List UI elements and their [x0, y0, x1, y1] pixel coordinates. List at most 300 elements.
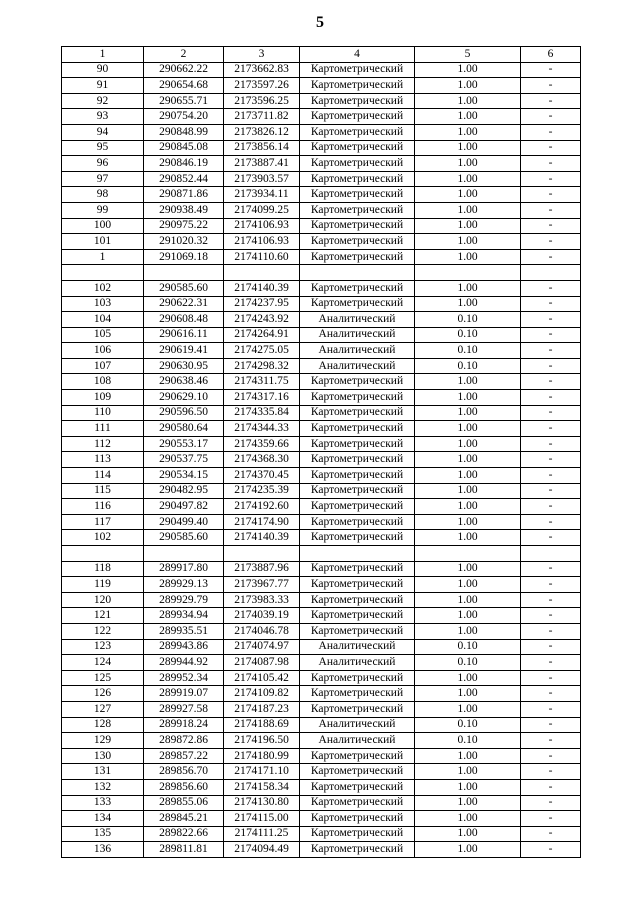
method-cell: Аналитический	[300, 717, 415, 733]
note-cell: -	[521, 452, 581, 468]
table-row	[62, 109, 581, 125]
y-coordinate-cell: 2174275.05	[224, 343, 300, 359]
point-number-cell: 119	[62, 577, 144, 593]
accuracy-cell: 1.00	[415, 390, 521, 406]
x-coordinate-cell: 289927.58	[144, 701, 224, 717]
table-header-row	[62, 47, 581, 63]
y-coordinate-cell: 2174111.25	[224, 826, 300, 842]
point-number-cell: 96	[62, 156, 144, 172]
table-row	[62, 436, 581, 452]
accuracy-cell: 1.00	[415, 499, 521, 515]
accuracy-cell: 1.00	[415, 686, 521, 702]
accuracy-cell: 1.00	[415, 842, 521, 858]
table-row	[62, 358, 581, 374]
table-row	[62, 390, 581, 406]
point-number-cell: 91	[62, 78, 144, 94]
accuracy-cell: 1.00	[415, 811, 521, 827]
table-row	[62, 592, 581, 608]
x-coordinate-cell: 290848.99	[144, 124, 224, 140]
note-cell: -	[521, 296, 581, 312]
method-cell: Картометрический	[300, 202, 415, 218]
method-cell: Картометрический	[300, 234, 415, 250]
point-number-cell: 98	[62, 187, 144, 203]
note-cell: -	[521, 826, 581, 842]
point-number-cell: 107	[62, 358, 144, 374]
x-coordinate-cell: 290580.64	[144, 421, 224, 437]
accuracy-cell: 1.00	[415, 670, 521, 686]
method-cell: Картометрический	[300, 249, 415, 265]
y-coordinate-cell	[224, 265, 300, 281]
note-cell: -	[521, 280, 581, 296]
table-row	[62, 623, 581, 639]
x-coordinate-cell: 289857.22	[144, 748, 224, 764]
table-row	[62, 296, 581, 312]
point-number-cell: 100	[62, 218, 144, 234]
y-coordinate-cell: 2174298.32	[224, 358, 300, 374]
accuracy-cell: 0.10	[415, 327, 521, 343]
method-cell: Аналитический	[300, 312, 415, 328]
y-coordinate-cell: 2174046.78	[224, 623, 300, 639]
y-coordinate-cell: 2173826.12	[224, 124, 300, 140]
method-cell: Картометрический	[300, 156, 415, 172]
note-cell: -	[521, 421, 581, 437]
point-number-cell: 106	[62, 343, 144, 359]
x-coordinate-cell: 289822.66	[144, 826, 224, 842]
table-row	[62, 670, 581, 686]
table-row	[62, 93, 581, 109]
method-cell: Картометрический	[300, 811, 415, 827]
x-coordinate-cell: 289943.86	[144, 639, 224, 655]
y-coordinate-cell: 2174196.50	[224, 733, 300, 749]
accuracy-cell: 0.10	[415, 639, 521, 655]
note-cell: -	[521, 468, 581, 484]
accuracy-cell: 1.00	[415, 218, 521, 234]
y-coordinate-cell: 2173597.26	[224, 78, 300, 94]
method-cell: Картометрический	[300, 296, 415, 312]
x-coordinate-cell: 290585.60	[144, 280, 224, 296]
y-coordinate-cell: 2174087.98	[224, 655, 300, 671]
accuracy-cell: 1.00	[415, 764, 521, 780]
note-cell	[521, 546, 581, 562]
table-row	[62, 62, 581, 78]
x-coordinate-cell: 290596.50	[144, 405, 224, 421]
x-coordinate-cell: 290662.22	[144, 62, 224, 78]
method-cell: Аналитический	[300, 639, 415, 655]
accuracy-cell: 1.00	[415, 62, 521, 78]
x-coordinate-cell: 290499.40	[144, 514, 224, 530]
table-row	[62, 468, 581, 484]
accuracy-cell: 1.00	[415, 124, 521, 140]
x-coordinate-cell: 289952.34	[144, 670, 224, 686]
y-coordinate-cell: 2174311.75	[224, 374, 300, 390]
table-row	[62, 140, 581, 156]
y-coordinate-cell: 2173887.96	[224, 561, 300, 577]
method-cell: Картометрический	[300, 826, 415, 842]
table-row	[62, 842, 581, 858]
page-number: 5	[316, 14, 324, 31]
table-row	[62, 452, 581, 468]
note-cell: -	[521, 358, 581, 374]
y-coordinate-cell: 2174106.93	[224, 218, 300, 234]
y-coordinate-cell: 2173967.77	[224, 577, 300, 593]
accuracy-cell: 1.00	[415, 795, 521, 811]
x-coordinate-cell: 289918.24	[144, 717, 224, 733]
note-cell: -	[521, 733, 581, 749]
separator-row	[62, 265, 581, 281]
point-number-cell: 101	[62, 234, 144, 250]
note-cell: -	[521, 670, 581, 686]
note-cell: -	[521, 655, 581, 671]
x-coordinate-cell: 290497.82	[144, 499, 224, 515]
table-row	[62, 218, 581, 234]
point-number-cell	[62, 265, 144, 281]
y-coordinate-cell: 2174187.23	[224, 701, 300, 717]
note-cell: -	[521, 156, 581, 172]
method-cell: Картометрический	[300, 405, 415, 421]
y-coordinate-cell: 2174180.99	[224, 748, 300, 764]
table-row	[62, 78, 581, 94]
method-cell: Картометрический	[300, 483, 415, 499]
accuracy-cell: 1.00	[415, 421, 521, 437]
point-number-cell: 132	[62, 779, 144, 795]
method-cell	[300, 265, 415, 281]
method-cell: Картометрический	[300, 436, 415, 452]
table-row	[62, 561, 581, 577]
point-number-cell: 117	[62, 514, 144, 530]
table-row	[62, 343, 581, 359]
x-coordinate-cell: 290629.10	[144, 390, 224, 406]
method-cell: Картометрический	[300, 390, 415, 406]
method-cell: Картометрический	[300, 124, 415, 140]
accuracy-cell	[415, 265, 521, 281]
accuracy-cell: 0.10	[415, 358, 521, 374]
note-cell: -	[521, 140, 581, 156]
point-number-cell: 114	[62, 468, 144, 484]
x-coordinate-cell: 290638.46	[144, 374, 224, 390]
note-cell: -	[521, 795, 581, 811]
table-row	[62, 764, 581, 780]
x-coordinate-cell: 290754.20	[144, 109, 224, 125]
x-coordinate-cell: 290622.31	[144, 296, 224, 312]
note-cell: -	[521, 530, 581, 546]
table-row	[62, 156, 581, 172]
point-number-cell	[62, 546, 144, 562]
point-number-cell: 94	[62, 124, 144, 140]
point-number-cell: 102	[62, 280, 144, 296]
method-cell: Картометрический	[300, 748, 415, 764]
method-cell: Аналитический	[300, 655, 415, 671]
table-row	[62, 483, 581, 499]
table-row	[62, 748, 581, 764]
note-cell: -	[521, 343, 581, 359]
y-coordinate-cell: 2174105.42	[224, 670, 300, 686]
note-cell: -	[521, 499, 581, 515]
y-coordinate-cell	[224, 546, 300, 562]
note-cell: -	[521, 78, 581, 94]
accuracy-cell: 1.00	[415, 171, 521, 187]
y-coordinate-cell: 2173934.11	[224, 187, 300, 203]
note-cell: -	[521, 62, 581, 78]
note-cell: -	[521, 577, 581, 593]
note-cell: -	[521, 187, 581, 203]
point-number-cell: 92	[62, 93, 144, 109]
method-cell: Аналитический	[300, 327, 415, 343]
point-number-cell: 103	[62, 296, 144, 312]
method-cell: Картометрический	[300, 670, 415, 686]
accuracy-cell: 1.00	[415, 748, 521, 764]
method-cell: Картометрический	[300, 468, 415, 484]
accuracy-cell: 0.10	[415, 717, 521, 733]
table-row	[62, 717, 581, 733]
point-number-cell: 122	[62, 623, 144, 639]
point-number-cell: 97	[62, 171, 144, 187]
accuracy-cell: 1.00	[415, 826, 521, 842]
x-coordinate-cell: 289929.79	[144, 592, 224, 608]
accuracy-cell: 1.00	[415, 78, 521, 94]
x-coordinate-cell: 290619.41	[144, 343, 224, 359]
x-coordinate-cell: 289856.70	[144, 764, 224, 780]
method-cell: Картометрический	[300, 93, 415, 109]
accuracy-cell: 1.00	[415, 405, 521, 421]
y-coordinate-cell: 2174359.66	[224, 436, 300, 452]
table-body	[62, 62, 581, 857]
accuracy-cell: 1.00	[415, 156, 521, 172]
accuracy-cell: 1.00	[415, 561, 521, 577]
x-coordinate-cell: 290534.15	[144, 468, 224, 484]
point-number-cell: 95	[62, 140, 144, 156]
table-row	[62, 639, 581, 655]
accuracy-cell: 1.00	[415, 202, 521, 218]
note-cell: -	[521, 218, 581, 234]
method-cell: Картометрический	[300, 499, 415, 515]
method-cell: Картометрический	[300, 218, 415, 234]
accuracy-cell: 1.00	[415, 187, 521, 203]
table-row	[62, 514, 581, 530]
accuracy-cell: 1.00	[415, 468, 521, 484]
method-cell: Картометрический	[300, 109, 415, 125]
note-cell: -	[521, 639, 581, 655]
y-coordinate-cell: 2174158.34	[224, 779, 300, 795]
note-cell: -	[521, 748, 581, 764]
table-row	[62, 327, 581, 343]
method-cell: Картометрический	[300, 421, 415, 437]
y-coordinate-cell: 2174335.84	[224, 405, 300, 421]
table-row	[62, 202, 581, 218]
accuracy-cell: 1.00	[415, 514, 521, 530]
x-coordinate-cell: 290846.19	[144, 156, 224, 172]
table-row	[62, 577, 581, 593]
method-cell: Картометрический	[300, 62, 415, 78]
table-row	[62, 826, 581, 842]
y-coordinate-cell: 2174264.91	[224, 327, 300, 343]
point-number-cell: 124	[62, 655, 144, 671]
note-cell: -	[521, 608, 581, 624]
point-number-cell: 112	[62, 436, 144, 452]
accuracy-cell: 1.00	[415, 452, 521, 468]
note-cell: -	[521, 405, 581, 421]
point-number-cell: 93	[62, 109, 144, 125]
y-coordinate-cell: 2173711.82	[224, 109, 300, 125]
note-cell: -	[521, 592, 581, 608]
x-coordinate-cell: 290585.60	[144, 530, 224, 546]
y-coordinate-cell: 2174099.25	[224, 202, 300, 218]
y-coordinate-cell: 2174192.60	[224, 499, 300, 515]
x-coordinate-cell: 289919.07	[144, 686, 224, 702]
x-coordinate-cell: 290871.86	[144, 187, 224, 203]
accuracy-cell	[415, 546, 521, 562]
method-cell: Картометрический	[300, 140, 415, 156]
y-coordinate-cell: 2174344.33	[224, 421, 300, 437]
y-coordinate-cell: 2174171.10	[224, 764, 300, 780]
point-number-cell: 121	[62, 608, 144, 624]
x-coordinate-cell: 290654.68	[144, 78, 224, 94]
point-number-cell: 118	[62, 561, 144, 577]
table-row	[62, 405, 581, 421]
accuracy-cell: 1.00	[415, 140, 521, 156]
method-cell: Картометрический	[300, 608, 415, 624]
column-header-1: 1	[62, 47, 144, 63]
accuracy-cell: 0.10	[415, 343, 521, 359]
method-cell: Картометрический	[300, 577, 415, 593]
table-row	[62, 280, 581, 296]
method-cell: Картометрический	[300, 514, 415, 530]
point-number-cell: 102	[62, 530, 144, 546]
accuracy-cell: 1.00	[415, 779, 521, 795]
point-number-cell: 128	[62, 717, 144, 733]
y-coordinate-cell: 2174130.80	[224, 795, 300, 811]
point-number-cell: 120	[62, 592, 144, 608]
y-coordinate-cell: 2174094.49	[224, 842, 300, 858]
y-coordinate-cell: 2174115.00	[224, 811, 300, 827]
note-cell: -	[521, 124, 581, 140]
table-row	[62, 249, 581, 265]
accuracy-cell: 1.00	[415, 234, 521, 250]
method-cell: Картометрический	[300, 374, 415, 390]
note-cell: -	[521, 561, 581, 577]
point-number-cell: 108	[62, 374, 144, 390]
table-row	[62, 608, 581, 624]
method-cell: Аналитический	[300, 343, 415, 359]
x-coordinate-cell: 290608.48	[144, 312, 224, 328]
note-cell: -	[521, 779, 581, 795]
x-coordinate-cell: 289872.86	[144, 733, 224, 749]
method-cell: Картометрический	[300, 764, 415, 780]
table-row	[62, 499, 581, 515]
point-number-cell: 135	[62, 826, 144, 842]
accuracy-cell: 1.00	[415, 623, 521, 639]
y-coordinate-cell: 2173856.14	[224, 140, 300, 156]
method-cell: Картометрический	[300, 795, 415, 811]
column-header-3: 3	[224, 47, 300, 63]
note-cell: -	[521, 436, 581, 452]
accuracy-cell: 0.10	[415, 655, 521, 671]
note-cell	[521, 265, 581, 281]
point-number-cell: 110	[62, 405, 144, 421]
point-number-cell: 131	[62, 764, 144, 780]
table-row	[62, 733, 581, 749]
table-row	[62, 686, 581, 702]
point-number-cell: 105	[62, 327, 144, 343]
point-number-cell: 127	[62, 701, 144, 717]
x-coordinate-cell: 290852.44	[144, 171, 224, 187]
table-row	[62, 421, 581, 437]
method-cell	[300, 546, 415, 562]
method-cell: Картометрический	[300, 280, 415, 296]
y-coordinate-cell: 2174106.93	[224, 234, 300, 250]
y-coordinate-cell: 2173662.83	[224, 62, 300, 78]
accuracy-cell: 1.00	[415, 530, 521, 546]
table-row	[62, 374, 581, 390]
note-cell: -	[521, 93, 581, 109]
note-cell: -	[521, 109, 581, 125]
x-coordinate-cell: 289811.81	[144, 842, 224, 858]
method-cell: Картометрический	[300, 701, 415, 717]
note-cell: -	[521, 686, 581, 702]
point-number-cell: 111	[62, 421, 144, 437]
note-cell: -	[521, 764, 581, 780]
table-row	[62, 171, 581, 187]
accuracy-cell: 1.00	[415, 93, 521, 109]
y-coordinate-cell: 2174188.69	[224, 717, 300, 733]
accuracy-cell: 1.00	[415, 577, 521, 593]
x-coordinate-cell: 290975.22	[144, 218, 224, 234]
method-cell: Аналитический	[300, 733, 415, 749]
y-coordinate-cell: 2174368.30	[224, 452, 300, 468]
point-number-cell: 125	[62, 670, 144, 686]
method-cell: Картометрический	[300, 187, 415, 203]
point-number-cell: 136	[62, 842, 144, 858]
y-coordinate-cell: 2174110.60	[224, 249, 300, 265]
x-coordinate-cell: 290616.11	[144, 327, 224, 343]
method-cell: Картометрический	[300, 171, 415, 187]
y-coordinate-cell: 2173903.57	[224, 171, 300, 187]
accuracy-cell: 1.00	[415, 280, 521, 296]
coordinates-table	[61, 46, 581, 858]
y-coordinate-cell: 2173887.41	[224, 156, 300, 172]
accuracy-cell: 1.00	[415, 608, 521, 624]
note-cell: -	[521, 234, 581, 250]
method-cell: Картометрический	[300, 779, 415, 795]
accuracy-cell: 1.00	[415, 109, 521, 125]
point-number-cell: 134	[62, 811, 144, 827]
note-cell: -	[521, 483, 581, 499]
y-coordinate-cell: 2174074.97	[224, 639, 300, 655]
point-number-cell: 115	[62, 483, 144, 499]
note-cell: -	[521, 811, 581, 827]
y-coordinate-cell: 2174039.19	[224, 608, 300, 624]
x-coordinate-cell: 291020.32	[144, 234, 224, 250]
x-coordinate-cell: 289944.92	[144, 655, 224, 671]
x-coordinate-cell: 290655.71	[144, 93, 224, 109]
x-coordinate-cell: 289929.13	[144, 577, 224, 593]
column-header-4: 4	[300, 47, 415, 63]
x-coordinate-cell: 289845.21	[144, 811, 224, 827]
point-number-cell: 130	[62, 748, 144, 764]
point-number-cell: 99	[62, 202, 144, 218]
note-cell: -	[521, 202, 581, 218]
table-row	[62, 124, 581, 140]
table-row	[62, 530, 581, 546]
accuracy-cell: 1.00	[415, 296, 521, 312]
separator-row	[62, 546, 581, 562]
point-number-cell: 126	[62, 686, 144, 702]
note-cell: -	[521, 390, 581, 406]
accuracy-cell: 1.00	[415, 701, 521, 717]
method-cell: Картометрический	[300, 78, 415, 94]
note-cell: -	[521, 623, 581, 639]
point-number-cell: 116	[62, 499, 144, 515]
point-number-cell: 123	[62, 639, 144, 655]
